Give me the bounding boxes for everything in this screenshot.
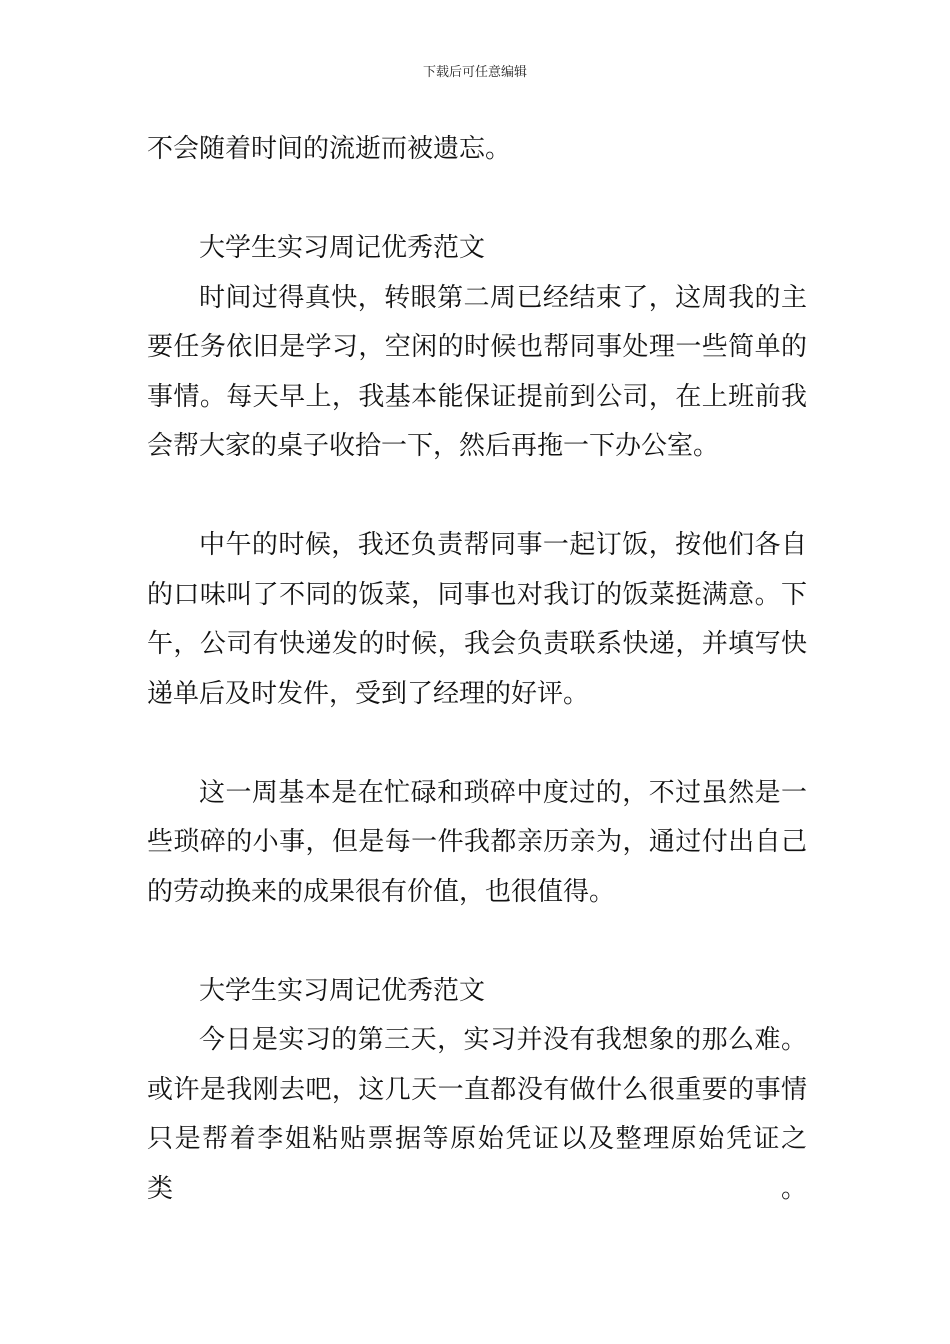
text-line: 要任务依旧是学习，空闲的时候也帮同事处理一些简单的 bbox=[147, 332, 807, 362]
section-title: 大学生实习周记优秀范文 bbox=[199, 233, 486, 263]
text-line: 午，公司有快递发的时候，我会负责联系快递，并填写快 bbox=[147, 629, 807, 659]
text-line: 只是帮着李姐粘贴票据等原始凭证以及整理原始凭证之类。 bbox=[147, 1124, 807, 1204]
text-line: 中午的时候，我还负责帮同事一起订饭，按他们各自 bbox=[199, 530, 807, 560]
text-line: 递单后及时发件，受到了经理的好评。 bbox=[147, 678, 590, 709]
text-line: 这一周基本是在忙碌和琐碎中度过的，不过虽然是一 bbox=[199, 777, 807, 808]
text-line: 或许是我刚去吧，这几天一直都没有做什么很重要的事情 bbox=[147, 1074, 807, 1105]
text-line: 今日是实习的第三天，实习并没有我想象的那么难。 bbox=[199, 1025, 807, 1055]
paragraph-gap bbox=[147, 175, 807, 225]
text-line: 事情。每天早上，我基本能保证提前到公司，在上班前我 bbox=[147, 381, 807, 412]
paragraph-gap bbox=[147, 472, 807, 522]
text-line: 的口味叫了不同的饭菜，同事也对我订的饭菜挺满意。下 bbox=[147, 579, 807, 610]
text-line: 会帮大家的桌子收拾一下，然后再拖一下办公室。 bbox=[147, 431, 720, 461]
section-title: 大学生实习周记优秀范文 bbox=[199, 975, 486, 1006]
text-line: 些琐碎的小事，但是每一件我都亲历亲为，通过付出自己 bbox=[147, 827, 807, 857]
paragraph-gap bbox=[147, 917, 807, 967]
paragraph-gap bbox=[147, 719, 807, 769]
page-header: 下载后可任意编辑 bbox=[422, 65, 527, 80]
text-line: 时间过得真快，转眼第二周已经结束了，这周我的主 bbox=[199, 282, 807, 313]
document-body bbox=[147, 125, 807, 1204]
text-line: 不会随着时间的流逝而被遗忘。 bbox=[147, 134, 512, 164]
text-line: 的劳动换来的成果很有价值，也很值得。 bbox=[147, 876, 616, 907]
